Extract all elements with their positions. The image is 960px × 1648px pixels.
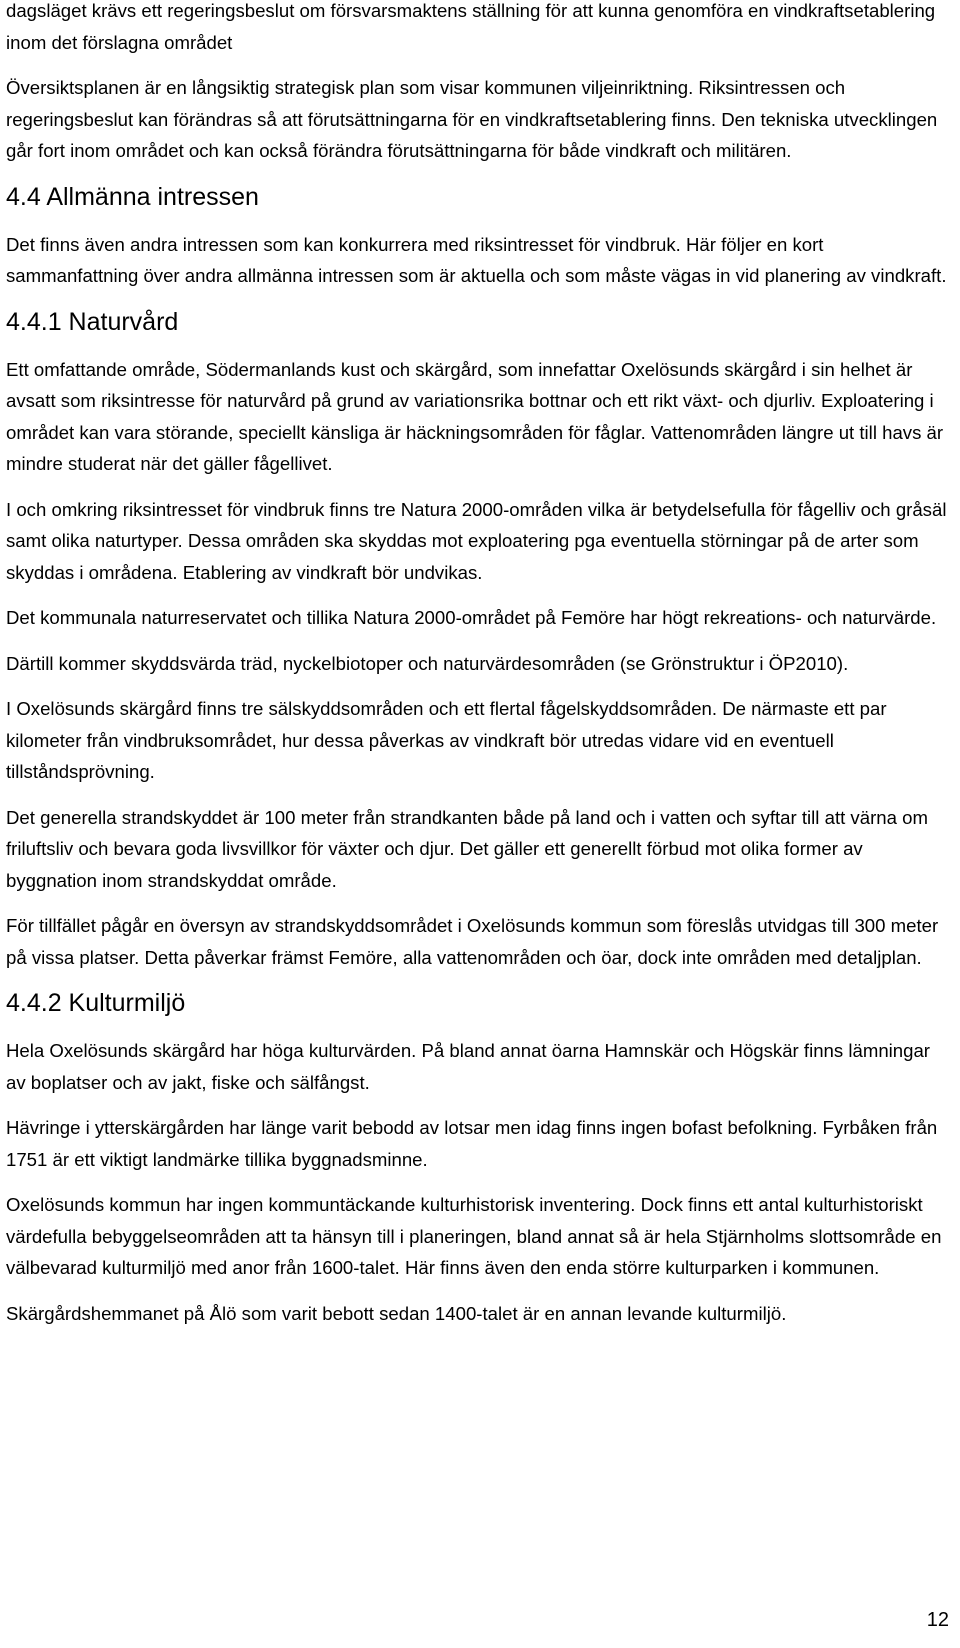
page-number: 12 bbox=[926, 1609, 949, 1631]
paragraph: dagsläget krävs ett regeringsbeslut om försvarsmaktens ställning för att kunna genomföra en vindkraftsetablering inom det förslagna området bbox=[6, 0, 936, 53]
paragraph: Hela Oxelösunds skärgård har höga kulturvärden. På bland annat öarna Hamnskär och Högskär finns lämningar av boplatser och av jakt, fiske och sälfångst. bbox=[6, 1040, 931, 1093]
paragraph: Skärgårdshemmanet på Ålö som varit bebott sedan 1400-talet är en annan levande kulturmiljö. bbox=[6, 1302, 787, 1324]
paragraph: Det generella strandskyddet är 100 meter från strandkanten både på land och i vatten och syftar till att värna om friluftsliv och bevara goda livsvillkor för växter och djur. Det gäller ett generellt förbud mot olika former av byggnation inom strandskyddat område. bbox=[6, 806, 928, 891]
paragraph: Översiktsplanen är en långsiktig strategisk plan som visar kommunen viljeinriktning. Riksintressen och regeringsbeslut kan förändras så att förutsättningarna för en vindkraftsetablering finns. Den tekniska utvecklingen går fort inom området och kan också förändra förutsättningarna för både vindkraft och militären. bbox=[6, 77, 938, 161]
paragraph: Hävringe i ytterskärgården har länge varit bebodd av lotsar men idag finns ingen bofast befolkning. Fyrbåken från 1751 är ett viktigt landmärke tillika byggnadsminne. bbox=[6, 1117, 938, 1170]
paragraph: I och omkring riksintresset för vindbruk finns tre Natura 2000-områden vilka är betydelsefulla för fågelliv och gråsäl samt olika naturtyper. Dessa områden ska skyddas mot exploatering pga eventuella störningar på de arter som skyddas i områdena. Etablering av vindkraft bör undvikas. bbox=[6, 498, 947, 583]
paragraph: Det kommunala naturreservatet och tillika Natura 2000-området på Femöre har högt rekreations- och naturvärde. bbox=[6, 607, 937, 628]
paragraph: I Oxelösunds skärgård finns tre sälskyddsområden och ett flertal fågelskyddsområden. De närmaste ett par kilometer från vindbruksområdet, hur dessa påverkas av vindkraft bör utredas vidare vid en eventuell tillståndsprövning. bbox=[6, 698, 887, 782]
paragraph: För tillfället pågår en översyn av strandskyddsområdet i Oxelösunds kommun som föreslås utvidgas till 300 meter på vissa platser. Detta påverkar främst Femöre, alla vattenområden och öar, dock inte områden med detaljplan. bbox=[6, 915, 939, 968]
paragraph: Det finns även andra intressen som kan konkurrera med riksintresset för vindbruk. Här följer en kort sammanfattning över andra allmänna intressen som är aktuella och som måste vägas in vid planering av vindkraft. bbox=[6, 233, 947, 286]
paragraph: Oxelösunds kommun har ingen kommuntäckande kulturhistorisk inventering. Dock finns ett antal kulturhistoriskt värdefulla bebyggelseområden att ta hänsyn till i planeringen, bland annat så är hela Stjärnholms slottsområde en välbevarad kulturmiljö med anor från 1600-talet. Här finns även den enda större kulturparken i kommunen. bbox=[6, 1194, 942, 1278]
document-page bbox=[6, 0, 950, 1343]
section-heading: 4.4.1 Naturvård bbox=[6, 307, 179, 336]
section-heading: 4.4 Allmänna intressen bbox=[6, 182, 259, 211]
paragraph: Därtill kommer skyddsvärda träd, nyckelbiotoper och naturvärdesområden (se Grönstruktur i ÖP2010). bbox=[6, 652, 849, 674]
section-heading: 4.4.2 Kulturmiljö bbox=[6, 989, 186, 1017]
paragraph: Ett omfattande område, Södermanlands kust och skärgård, som innefattar Oxelösunds skärgård i sin helhet är avsatt som riksintresse för naturvård på grund av variationsrika bottnar och ett rikt växt- och djurliv. Exploatering i området kan vara störande, speciellt känsliga är häckningsområden för fåglar. Vattenområden längre ut till havs är mindre studerat när det gäller fågellivet. bbox=[6, 358, 944, 474]
